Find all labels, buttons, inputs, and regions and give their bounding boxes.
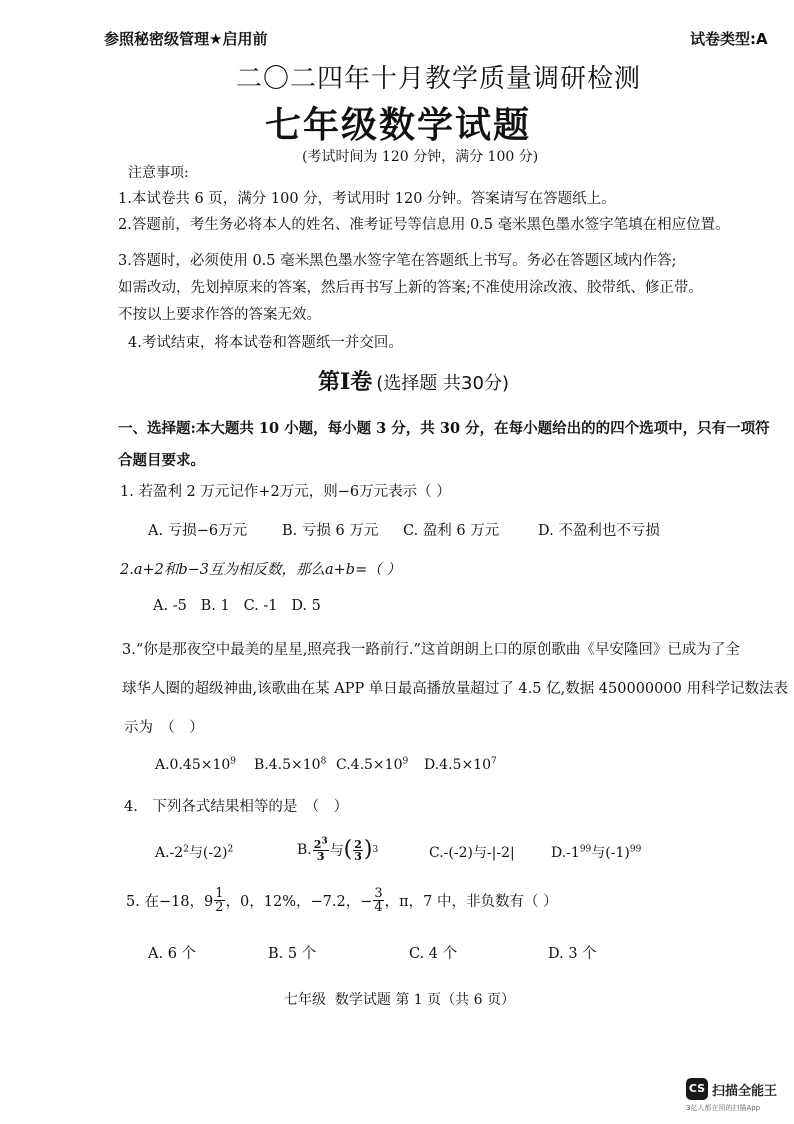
question-3-option-d: $D.4.5\times 10^7$ <box>424 756 497 773</box>
question-2-stem: 2.a+2和b−3互为相反数，那么a+b=（ ） <box>120 562 401 578</box>
note-item-3: 3.答题时，必须使用 0.5 毫米黑色墨水签字笔在答题纸上书写。务必在答题区域内作答; <box>118 253 677 269</box>
exam-title: 二〇二四年十月教学质量调研检测 <box>236 64 642 94</box>
question-5-option-a: A. 6 个 <box>148 946 197 962</box>
question-1-option-a: A. 亏损−6万元 <box>148 523 248 539</box>
question-1-option-d: D. 不盈利也不亏损 <box>538 523 660 539</box>
question-4-option-b: B. $\frac{2^3}{3}$ 与 ( $\frac{2}{3}$ ) 3 <box>297 835 379 863</box>
question-3-stem-end: 示为 （ ） <box>124 720 204 736</box>
exam-subject-title: 七年级数学试题 <box>265 104 532 146</box>
question-5-stem: 5. 在−18，9 $\frac{1}{2}$ ，0，12%，−7.2，− $\frac{3}{4}$ ，π，7 中，非负数有（ ） <box>126 885 558 915</box>
note-item-3-end: 不按以上要求作答的答案无效。 <box>118 307 321 323</box>
question-2-options: A. -5 B. 1 C. -1 D. 5 <box>153 598 321 614</box>
confidentiality-label: 参照秘密级管理★启用前 <box>104 30 268 48</box>
scanner-app-name: 扫描全能王 <box>712 1083 778 1099</box>
scanner-tagline: 3亿人都在用的扫描App <box>686 1104 761 1112</box>
notes-heading: 注意事项: <box>128 165 189 181</box>
question-4-stem: 4. 下列各式结果相等的是 （ ） <box>124 799 349 815</box>
question-1-option-b: B. 亏损 6 万元 <box>282 523 379 539</box>
question-4-option-a: $A.-2^2$与$(-2)^2$ <box>155 844 234 861</box>
paper-type-label: 试卷类型:A <box>690 30 768 48</box>
question-3-option-a: $A.0.45\times 10^9$ <box>155 756 237 773</box>
question-1-stem: 1. 若盈利 2 万元记作+2万元，则−6万元表示（ ） <box>120 484 451 500</box>
question-3-stem: 3.“你是那夜空中最美的星星,照亮我一路前行.”这首朗朗上口的原创歌曲《早安隆回》已成为了全 <box>122 642 740 658</box>
question-4-option-d: $D.-1^{99}$与$(-1)^{99}$ <box>551 844 642 861</box>
question-3-stem-cont: 球华人圈的超级神曲,该歌曲在某 APP 单日最高播放量超过了 4.5 亿,数据 450000000 用科学记数法表 <box>122 681 788 697</box>
question-5-option-d: D. 3 个 <box>548 946 597 962</box>
note-item-3-cont: 如需改动，先划掉原来的答案，然后再书写上新的答案;不准使用涂改液、胶带纸、修正带。 <box>118 280 703 296</box>
question-5-option-b: B. 5 个 <box>268 946 317 962</box>
scanner-logo-icon: CS <box>686 1078 708 1100</box>
note-item-2: 2.答题前，考生务必将本人的姓名、准考证号等信息用 0.5 毫米黑色墨水签字笔填在相应位置。 <box>118 217 730 233</box>
exam-time-note: (考试时间为 120 分钟，满分 100 分) <box>302 149 539 165</box>
question-5-option-c: C. 4 个 <box>409 946 458 962</box>
question-1-option-c: C. 盈利 6 万元 <box>403 523 500 539</box>
section-title: 第Ⅰ卷 (选择题 共30分) <box>318 369 509 395</box>
section-intro-cont: 合题目要求。 <box>118 452 205 469</box>
scanner-watermark <box>686 1078 777 1100</box>
page-footer: 七年级 数学试题 第 1 页（共 6 页） <box>284 992 515 1008</box>
note-item-4: 4.考试结束，将本试卷和答题纸一并交回。 <box>128 335 403 351</box>
question-3-option-b: $B.4.5\times 10^8$ <box>254 756 327 773</box>
section-intro: 一、选择题:本大题共 10 小题，每小题 3 分，共 30 分，在每小题给出的的四个选项中，只有一项符 <box>118 420 770 437</box>
note-item-1: 1.本试卷共 6 页，满分 100 分，考试用时 120 分钟。答案请写在答题纸上。 <box>118 191 616 207</box>
question-3-option-c: $C.4.5\times 10^9$ <box>336 756 409 773</box>
question-4-option-c: C.-(-2)与-|-2| <box>429 845 515 861</box>
